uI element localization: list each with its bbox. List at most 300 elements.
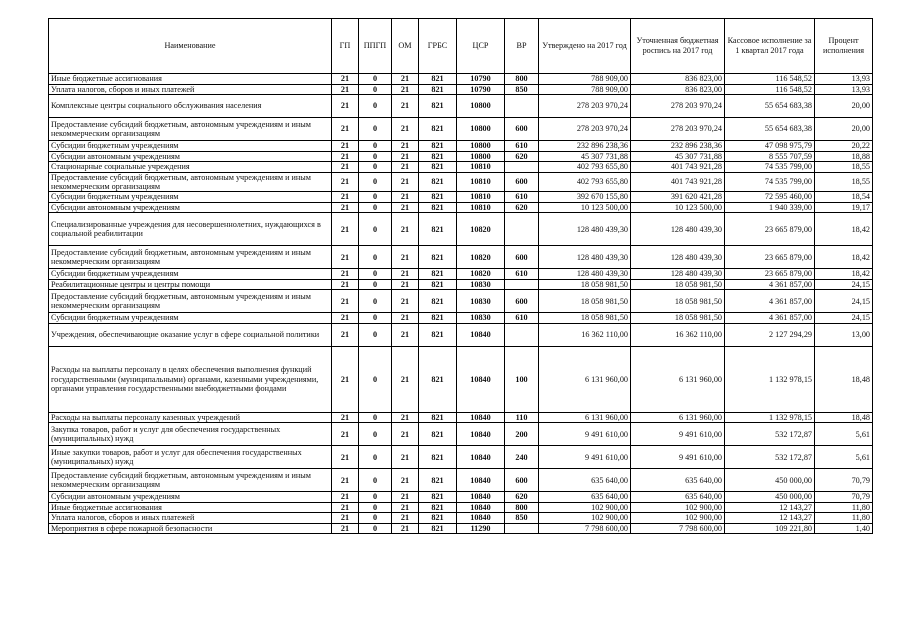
row-name: Предоставление субсидий бюджетным, автономным учреждениям и иным некоммерческим организациям bbox=[49, 290, 332, 313]
row-ppgp: 0 bbox=[359, 469, 392, 492]
row-percent: 18,88 bbox=[815, 151, 873, 162]
row-approved: 278 203 970,24 bbox=[539, 118, 631, 141]
row-om: 21 bbox=[392, 346, 419, 412]
col-header-name: Наименование bbox=[49, 19, 332, 74]
row-percent: 18,42 bbox=[815, 246, 873, 269]
row-om: 21 bbox=[392, 151, 419, 162]
row-gp: 21 bbox=[332, 346, 359, 412]
row-percent: 13,93 bbox=[815, 74, 873, 85]
row-approved: 278 203 970,24 bbox=[539, 95, 631, 118]
row-om: 21 bbox=[392, 74, 419, 85]
row-csr: 10830 bbox=[457, 313, 505, 324]
row-gp: 21 bbox=[332, 412, 359, 423]
row-om: 21 bbox=[392, 423, 419, 446]
row-cash: 23 665 879,00 bbox=[725, 246, 815, 269]
row-vr: 600 bbox=[505, 246, 539, 269]
row-refined: 16 362 110,00 bbox=[631, 323, 725, 346]
row-vr: 850 bbox=[505, 84, 539, 95]
row-refined: 7 798 600,00 bbox=[631, 523, 725, 534]
row-refined: 232 896 238,36 bbox=[631, 141, 725, 152]
row-approved: 45 307 731,88 bbox=[539, 151, 631, 162]
row-ppgp: 0 bbox=[359, 412, 392, 423]
row-name: Предоставление субсидий бюджетным, автономным учреждениям и иным некоммерческим организациям bbox=[49, 246, 332, 269]
row-ppgp: 0 bbox=[359, 346, 392, 412]
table-row bbox=[49, 95, 873, 118]
row-percent: 18,55 bbox=[815, 162, 873, 173]
row-om: 21 bbox=[392, 290, 419, 313]
row-om: 21 bbox=[392, 246, 419, 269]
row-name: Мероприятия в сфере пожарной безопасности bbox=[49, 523, 332, 534]
col-header-ppgp: ППГП bbox=[359, 19, 392, 74]
row-csr: 11290 bbox=[457, 523, 505, 534]
row-csr: 10800 bbox=[457, 118, 505, 141]
row-gp: 21 bbox=[332, 446, 359, 469]
row-grbs: 821 bbox=[419, 84, 457, 95]
row-gp: 21 bbox=[332, 141, 359, 152]
table-row bbox=[49, 172, 873, 192]
header-row bbox=[49, 19, 873, 74]
row-ppgp: 0 bbox=[359, 423, 392, 446]
row-om: 21 bbox=[392, 446, 419, 469]
row-gp: 21 bbox=[332, 95, 359, 118]
row-gp: 21 bbox=[332, 151, 359, 162]
row-approved: 9 491 610,00 bbox=[539, 446, 631, 469]
row-grbs: 821 bbox=[419, 202, 457, 213]
row-refined: 635 640,00 bbox=[631, 469, 725, 492]
row-csr: 10810 bbox=[457, 172, 505, 192]
row-name: Расходы на выплаты персоналу в целях обеспечения выполнения функций государственными (муниципальными) органами, казенными учреждениями, органами управления государственными внебюджетными фондами bbox=[49, 346, 332, 412]
col-header-percent: Процент исполнения bbox=[815, 19, 873, 74]
row-name: Субсидии автономным учреждениям bbox=[49, 492, 332, 503]
row-om: 21 bbox=[392, 513, 419, 524]
row-refined: 10 123 500,00 bbox=[631, 202, 725, 213]
row-vr bbox=[505, 95, 539, 118]
row-gp: 21 bbox=[332, 469, 359, 492]
row-percent: 13,93 bbox=[815, 84, 873, 95]
table-row bbox=[49, 202, 873, 213]
row-om: 21 bbox=[392, 492, 419, 503]
row-ppgp: 0 bbox=[359, 84, 392, 95]
row-percent: 19,17 bbox=[815, 202, 873, 213]
row-percent: 18,42 bbox=[815, 269, 873, 280]
row-refined: 9 491 610,00 bbox=[631, 423, 725, 446]
row-cash: 4 361 857,00 bbox=[725, 313, 815, 324]
row-percent: 18,55 bbox=[815, 172, 873, 192]
table-row bbox=[49, 412, 873, 423]
row-refined: 391 620 421,28 bbox=[631, 192, 725, 203]
table-row bbox=[49, 269, 873, 280]
row-name: Субсидии автономным учреждениям bbox=[49, 202, 332, 213]
row-grbs: 821 bbox=[419, 502, 457, 513]
row-grbs: 821 bbox=[419, 513, 457, 524]
row-csr: 10830 bbox=[457, 290, 505, 313]
table-row bbox=[49, 313, 873, 324]
row-grbs: 821 bbox=[419, 162, 457, 173]
table-row bbox=[49, 423, 873, 446]
row-gp: 21 bbox=[332, 213, 359, 246]
row-name: Закупка товаров, работ и услуг для обеспечения государственных (муниципальных) нужд bbox=[49, 423, 332, 446]
row-percent: 70,79 bbox=[815, 469, 873, 492]
row-ppgp: 0 bbox=[359, 213, 392, 246]
col-header-grbs: ГРБС bbox=[419, 19, 457, 74]
row-refined: 836 823,00 bbox=[631, 74, 725, 85]
row-vr: 800 bbox=[505, 74, 539, 85]
row-name: Уплата налогов, сборов и иных платежей bbox=[49, 84, 332, 95]
row-gp: 21 bbox=[332, 118, 359, 141]
row-ppgp: 0 bbox=[359, 446, 392, 469]
row-ppgp: 0 bbox=[359, 290, 392, 313]
row-approved: 392 670 155,80 bbox=[539, 192, 631, 203]
row-vr bbox=[505, 162, 539, 173]
col-header-refined: Уточненная бюджетная роспись на 2017 год bbox=[631, 19, 725, 74]
row-approved: 6 131 960,00 bbox=[539, 412, 631, 423]
row-grbs: 821 bbox=[419, 290, 457, 313]
row-ppgp: 0 bbox=[359, 141, 392, 152]
row-vr: 620 bbox=[505, 151, 539, 162]
row-vr: 610 bbox=[505, 313, 539, 324]
row-csr: 10840 bbox=[457, 323, 505, 346]
row-grbs: 821 bbox=[419, 469, 457, 492]
row-approved: 402 793 655,80 bbox=[539, 172, 631, 192]
row-cash: 1 132 978,15 bbox=[725, 412, 815, 423]
row-ppgp: 0 bbox=[359, 74, 392, 85]
row-om: 21 bbox=[392, 202, 419, 213]
row-grbs: 821 bbox=[419, 279, 457, 290]
row-approved: 128 480 439,30 bbox=[539, 246, 631, 269]
row-gp: 21 bbox=[332, 192, 359, 203]
table-row bbox=[49, 346, 873, 412]
row-approved: 10 123 500,00 bbox=[539, 202, 631, 213]
row-refined: 9 491 610,00 bbox=[631, 446, 725, 469]
table-row bbox=[49, 246, 873, 269]
col-header-csr: ЦСР bbox=[457, 19, 505, 74]
row-gp: 21 bbox=[332, 290, 359, 313]
col-header-cash: Кассовое исполнение за 1 квартал 2017 года bbox=[725, 19, 815, 74]
row-csr: 10830 bbox=[457, 279, 505, 290]
table-row bbox=[49, 523, 873, 534]
row-cash: 47 098 975,79 bbox=[725, 141, 815, 152]
row-cash: 116 548,52 bbox=[725, 74, 815, 85]
row-approved: 788 909,00 bbox=[539, 84, 631, 95]
budget-table bbox=[48, 18, 873, 534]
row-ppgp: 0 bbox=[359, 492, 392, 503]
row-name: Иные закупки товаров, работ и услуг для обеспечения государственных (муниципальных) нужд bbox=[49, 446, 332, 469]
row-refined: 128 480 439,30 bbox=[631, 213, 725, 246]
row-om: 21 bbox=[392, 192, 419, 203]
row-cash: 4 361 857,00 bbox=[725, 279, 815, 290]
row-cash: 72 595 460,00 bbox=[725, 192, 815, 203]
budget-document bbox=[48, 18, 873, 534]
row-cash: 8 555 707,59 bbox=[725, 151, 815, 162]
table-row bbox=[49, 162, 873, 173]
row-csr: 10840 bbox=[457, 502, 505, 513]
row-vr: 800 bbox=[505, 502, 539, 513]
row-gp: 21 bbox=[332, 202, 359, 213]
row-grbs: 821 bbox=[419, 172, 457, 192]
row-gp: 21 bbox=[332, 279, 359, 290]
row-vr bbox=[505, 213, 539, 246]
row-cash: 116 548,52 bbox=[725, 84, 815, 95]
table-row bbox=[49, 141, 873, 152]
row-approved: 128 480 439,30 bbox=[539, 213, 631, 246]
row-name: Субсидии бюджетным учреждениям bbox=[49, 192, 332, 203]
row-grbs: 821 bbox=[419, 192, 457, 203]
row-ppgp: 0 bbox=[359, 95, 392, 118]
row-cash: 12 143,27 bbox=[725, 513, 815, 524]
row-name: Специализированные учреждения для несовершеннолетних, нуждающихся в социальной реабилитации bbox=[49, 213, 332, 246]
row-percent: 18,54 bbox=[815, 192, 873, 203]
row-gp: 21 bbox=[332, 513, 359, 524]
row-ppgp: 0 bbox=[359, 269, 392, 280]
row-refined: 6 131 960,00 bbox=[631, 346, 725, 412]
row-ppgp: 0 bbox=[359, 202, 392, 213]
row-approved: 232 896 238,36 bbox=[539, 141, 631, 152]
row-grbs: 821 bbox=[419, 151, 457, 162]
row-grbs: 821 bbox=[419, 446, 457, 469]
row-percent: 5,61 bbox=[815, 446, 873, 469]
row-csr: 10820 bbox=[457, 246, 505, 269]
row-percent: 24,15 bbox=[815, 290, 873, 313]
row-grbs: 821 bbox=[419, 313, 457, 324]
row-gp: 21 bbox=[332, 423, 359, 446]
row-om: 21 bbox=[392, 213, 419, 246]
row-vr: 600 bbox=[505, 290, 539, 313]
row-om: 21 bbox=[392, 95, 419, 118]
row-gp: 21 bbox=[332, 172, 359, 192]
row-cash: 12 143,27 bbox=[725, 502, 815, 513]
row-om: 21 bbox=[392, 323, 419, 346]
row-refined: 18 058 981,50 bbox=[631, 279, 725, 290]
row-cash: 532 172,87 bbox=[725, 423, 815, 446]
row-percent: 18,42 bbox=[815, 213, 873, 246]
row-vr: 610 bbox=[505, 269, 539, 280]
row-grbs: 821 bbox=[419, 323, 457, 346]
table-row bbox=[49, 279, 873, 290]
row-percent: 13,00 bbox=[815, 323, 873, 346]
row-percent: 18,48 bbox=[815, 412, 873, 423]
row-om: 21 bbox=[392, 269, 419, 280]
row-csr: 10820 bbox=[457, 269, 505, 280]
table-row bbox=[49, 74, 873, 85]
row-ppgp: 0 bbox=[359, 279, 392, 290]
row-cash: 2 127 294,29 bbox=[725, 323, 815, 346]
row-name: Субсидии бюджетным учреждениям bbox=[49, 269, 332, 280]
row-csr: 10820 bbox=[457, 213, 505, 246]
row-cash: 1 940 339,00 bbox=[725, 202, 815, 213]
row-ppgp: 0 bbox=[359, 118, 392, 141]
row-vr: 600 bbox=[505, 118, 539, 141]
table-row bbox=[49, 502, 873, 513]
row-name: Иные бюджетные ассигнования bbox=[49, 502, 332, 513]
row-grbs: 821 bbox=[419, 346, 457, 412]
row-om: 21 bbox=[392, 118, 419, 141]
row-name: Реабилитационные центры и центры помощи bbox=[49, 279, 332, 290]
row-csr: 10840 bbox=[457, 446, 505, 469]
table-row bbox=[49, 192, 873, 203]
row-cash: 23 665 879,00 bbox=[725, 213, 815, 246]
row-grbs: 821 bbox=[419, 412, 457, 423]
row-om: 21 bbox=[392, 313, 419, 324]
row-csr: 10800 bbox=[457, 95, 505, 118]
col-header-gp: ГП bbox=[332, 19, 359, 74]
row-gp: 21 bbox=[332, 323, 359, 346]
row-refined: 45 307 731,88 bbox=[631, 151, 725, 162]
row-approved: 7 798 600,00 bbox=[539, 523, 631, 534]
row-grbs: 821 bbox=[419, 523, 457, 534]
row-grbs: 821 bbox=[419, 118, 457, 141]
row-csr: 10810 bbox=[457, 202, 505, 213]
row-cash: 74 535 799,00 bbox=[725, 162, 815, 173]
row-vr: 240 bbox=[505, 446, 539, 469]
row-csr: 10810 bbox=[457, 162, 505, 173]
row-om: 21 bbox=[392, 162, 419, 173]
row-csr: 10800 bbox=[457, 151, 505, 162]
row-name: Иные бюджетные ассигнования bbox=[49, 74, 332, 85]
table-row bbox=[49, 151, 873, 162]
col-header-approved: Утверждено на 2017 год bbox=[539, 19, 631, 74]
row-refined: 278 203 970,24 bbox=[631, 118, 725, 141]
row-cash: 532 172,87 bbox=[725, 446, 815, 469]
row-ppgp: 0 bbox=[359, 151, 392, 162]
row-approved: 18 058 981,50 bbox=[539, 279, 631, 290]
col-header-vr: ВР bbox=[505, 19, 539, 74]
row-gp: 21 bbox=[332, 492, 359, 503]
table-row bbox=[49, 213, 873, 246]
row-percent: 1,40 bbox=[815, 523, 873, 534]
row-refined: 102 900,00 bbox=[631, 502, 725, 513]
row-gp: 21 bbox=[332, 502, 359, 513]
row-csr: 10790 bbox=[457, 74, 505, 85]
row-vr: 620 bbox=[505, 202, 539, 213]
row-name: Расходы на выплаты персоналу казенных учреждений bbox=[49, 412, 332, 423]
row-approved: 402 793 655,80 bbox=[539, 162, 631, 173]
row-percent: 70,79 bbox=[815, 492, 873, 503]
row-name: Комплексные центры социального обслуживания населения bbox=[49, 95, 332, 118]
row-approved: 635 640,00 bbox=[539, 492, 631, 503]
row-om: 21 bbox=[392, 523, 419, 534]
row-vr: 610 bbox=[505, 141, 539, 152]
row-vr: 620 bbox=[505, 492, 539, 503]
row-ppgp: 0 bbox=[359, 172, 392, 192]
row-ppgp: 0 bbox=[359, 323, 392, 346]
row-ppgp: 0 bbox=[359, 502, 392, 513]
row-csr: 10790 bbox=[457, 84, 505, 95]
row-cash: 450 000,00 bbox=[725, 469, 815, 492]
row-grbs: 821 bbox=[419, 213, 457, 246]
row-grbs: 821 bbox=[419, 95, 457, 118]
row-vr bbox=[505, 279, 539, 290]
row-om: 21 bbox=[392, 279, 419, 290]
row-name: Предоставление субсидий бюджетным, автономным учреждениям и иным некоммерческим организациям bbox=[49, 469, 332, 492]
row-approved: 6 131 960,00 bbox=[539, 346, 631, 412]
table-body bbox=[49, 74, 873, 534]
row-csr: 10840 bbox=[457, 346, 505, 412]
row-cash: 109 221,80 bbox=[725, 523, 815, 534]
row-vr: 610 bbox=[505, 192, 539, 203]
row-csr: 10840 bbox=[457, 423, 505, 446]
row-cash: 55 654 683,38 bbox=[725, 118, 815, 141]
row-approved: 18 058 981,50 bbox=[539, 313, 631, 324]
row-cash: 23 665 879,00 bbox=[725, 269, 815, 280]
row-approved: 16 362 110,00 bbox=[539, 323, 631, 346]
row-ppgp: 0 bbox=[359, 192, 392, 203]
row-name: Стационарные социальные учреждения bbox=[49, 162, 332, 173]
row-cash: 1 132 978,15 bbox=[725, 346, 815, 412]
row-name: Субсидии бюджетным учреждениям bbox=[49, 141, 332, 152]
row-name: Предоставление субсидий бюджетным, автономным учреждениям и иным некоммерческим организациям bbox=[49, 172, 332, 192]
row-grbs: 821 bbox=[419, 246, 457, 269]
row-vr bbox=[505, 523, 539, 534]
table-row bbox=[49, 492, 873, 503]
row-om: 21 bbox=[392, 502, 419, 513]
row-gp: 21 bbox=[332, 269, 359, 280]
row-refined: 635 640,00 bbox=[631, 492, 725, 503]
row-vr bbox=[505, 323, 539, 346]
row-approved: 9 491 610,00 bbox=[539, 423, 631, 446]
row-percent: 24,15 bbox=[815, 279, 873, 290]
row-percent: 18,48 bbox=[815, 346, 873, 412]
row-om: 21 bbox=[392, 141, 419, 152]
row-csr: 10840 bbox=[457, 412, 505, 423]
row-vr: 110 bbox=[505, 412, 539, 423]
row-vr: 200 bbox=[505, 423, 539, 446]
row-grbs: 821 bbox=[419, 141, 457, 152]
row-vr: 850 bbox=[505, 513, 539, 524]
row-percent: 24,15 bbox=[815, 313, 873, 324]
row-refined: 401 743 921,28 bbox=[631, 172, 725, 192]
row-grbs: 821 bbox=[419, 492, 457, 503]
row-cash: 55 654 683,38 bbox=[725, 95, 815, 118]
row-grbs: 821 bbox=[419, 269, 457, 280]
table-row bbox=[49, 118, 873, 141]
row-om: 21 bbox=[392, 172, 419, 192]
row-gp: 21 bbox=[332, 162, 359, 173]
row-ppgp: 0 bbox=[359, 523, 392, 534]
row-vr: 600 bbox=[505, 469, 539, 492]
row-refined: 401 743 921,28 bbox=[631, 162, 725, 173]
row-csr: 10840 bbox=[457, 469, 505, 492]
row-percent: 20,00 bbox=[815, 118, 873, 141]
col-header-om: ОМ bbox=[392, 19, 419, 74]
row-ppgp: 0 bbox=[359, 313, 392, 324]
row-ppgp: 0 bbox=[359, 162, 392, 173]
table-row bbox=[49, 323, 873, 346]
row-om: 21 bbox=[392, 84, 419, 95]
row-csr: 10800 bbox=[457, 141, 505, 152]
row-refined: 18 058 981,50 bbox=[631, 290, 725, 313]
row-grbs: 821 bbox=[419, 74, 457, 85]
row-approved: 102 900,00 bbox=[539, 502, 631, 513]
row-csr: 10810 bbox=[457, 192, 505, 203]
table-row bbox=[49, 446, 873, 469]
row-gp: 21 bbox=[332, 84, 359, 95]
row-ppgp: 0 bbox=[359, 513, 392, 524]
row-csr: 10840 bbox=[457, 513, 505, 524]
row-percent: 20,00 bbox=[815, 95, 873, 118]
row-refined: 278 203 970,24 bbox=[631, 95, 725, 118]
row-om: 21 bbox=[392, 469, 419, 492]
row-cash: 74 535 799,00 bbox=[725, 172, 815, 192]
row-grbs: 821 bbox=[419, 423, 457, 446]
table-row bbox=[49, 290, 873, 313]
table-row bbox=[49, 513, 873, 524]
row-percent: 11,80 bbox=[815, 513, 873, 524]
row-percent: 5,61 bbox=[815, 423, 873, 446]
row-name: Субсидии автономным учреждениям bbox=[49, 151, 332, 162]
row-approved: 102 900,00 bbox=[539, 513, 631, 524]
row-csr: 10840 bbox=[457, 492, 505, 503]
row-refined: 128 480 439,30 bbox=[631, 269, 725, 280]
